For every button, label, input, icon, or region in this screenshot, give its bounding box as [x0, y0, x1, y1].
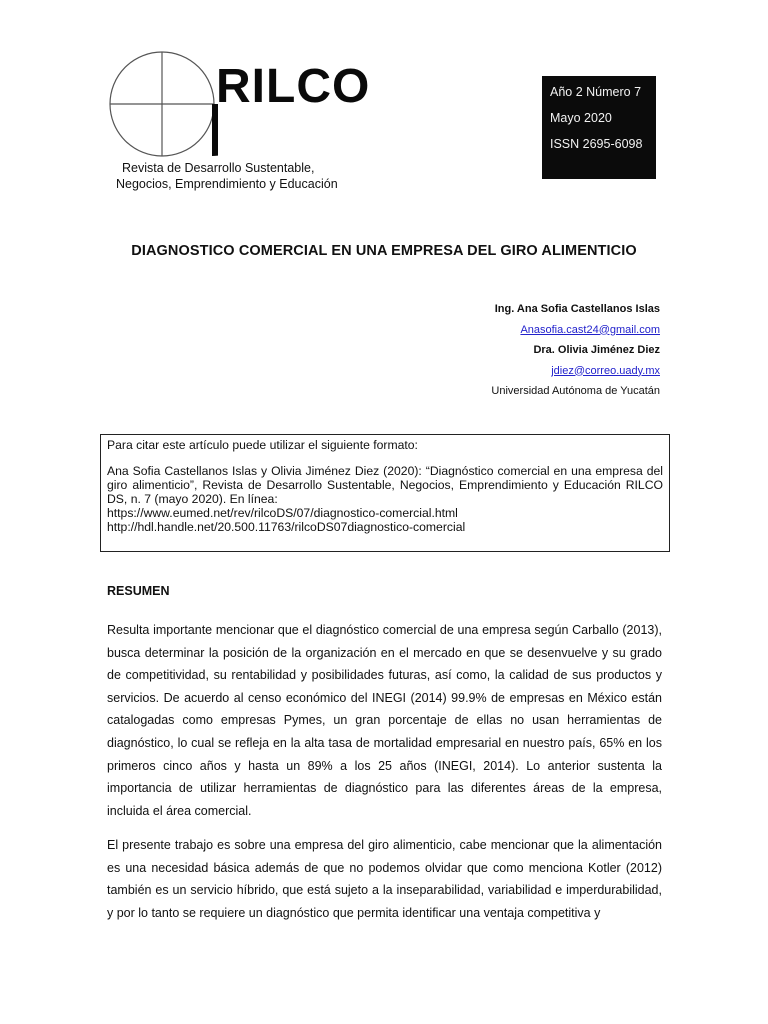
author-email-1[interactable]: Anasofia.cast24@gmail.com — [520, 323, 660, 336]
issue-date: Mayo 2020 — [550, 111, 612, 125]
author-affiliation: Universidad Autónoma de Yucatán — [491, 385, 660, 397]
journal-logo-text: RILCO — [216, 60, 371, 113]
issue-info-box — [542, 76, 656, 179]
author-block — [491, 301, 660, 404]
citation-url-2[interactable]: http://hdl.handle.net/20.500.11763/rilcoDS07diagnostico-comercial — [107, 520, 466, 534]
citation-reference: Ana Sofia Castellanos Islas y Olivia Jiménez Diez (2020): “Diagnóstico comercial en una empresa del giro alimenticio”, Revista de Desarrollo Sustentable, Negocios, Emprendimiento y Educación RILCO DS, n. 7 (mayo 2020). En línea: — [107, 464, 663, 506]
journal-subtitle — [116, 160, 338, 192]
citation-intro: Para citar este artículo puede utilizar el siguiente formato: — [107, 438, 418, 452]
journal-logo — [108, 50, 371, 195]
author-email-2[interactable]: jdiez@correo.uady.mx — [551, 364, 660, 377]
abstract-paragraph-1: Resulta importante mencionar que el diagnóstico comercial de una empresa según Carballo (2013), busca determinar la posición de la organización en el mercado en que se desenvuelve y su grado de competitividad, su rentabilidad y posibilidades futuras, así como, la calidad de sus productos y servicios. De acuerdo al censo económico del INEGI (2014) 99.9% de empresas en México están catalogadas como empresas Pymes, un gran porcentaje de ellas no usan herramientas de diagnóstico, lo cual se refleja en la alta tasa de mortalidad empresarial en nuestro país, 65% en los primeros cinco años y hasta un 89% a los 25 años (INEGI, 2014). Lo anterior sustenta la importancia de utilizar herramientas de diagnóstico para las diferentes áreas de la empresa, incluida el área comercial. — [107, 623, 662, 818]
citation-box — [100, 434, 670, 552]
author-name-1: Ing. Ana Sofia Castellanos Islas — [494, 303, 660, 315]
issue-issn: ISSN 2695-6098 — [550, 137, 643, 151]
journal-subtitle-line1: Revista de Desarrollo Sustentable, — [122, 161, 315, 175]
journal-subtitle-line2: Negocios, Emprendimiento y Educación — [116, 177, 338, 191]
issue-volume: Año 2 Número 7 — [550, 85, 642, 99]
logo-emblem-icon — [108, 50, 218, 160]
abstract-heading: RESUMEN — [107, 584, 170, 598]
abstract-paragraph-2: El presente trabajo es sobre una empresa del giro alimenticio, cabe mencionar que la alimentación es una necesidad básica además de que no podemos olvidar que como menciona Kotler (2012) también es un servicio híbrido, que está sujeto a la inseparabilidad, variabilidad e imperdurabilidad, y por lo tanto se requiere un diagnóstico que permita identificar una ventaja competitiva y — [107, 838, 662, 920]
citation-url-1[interactable]: https://www.eumed.net/rev/rilcoDS/07/diagnostico-comercial.html — [107, 506, 458, 520]
author-name-2: Dra. Olivia Jiménez Diez — [533, 344, 660, 356]
article-title: DIAGNOSTICO COMERCIAL EN UNA EMPRESA DEL GIRO ALIMENTICIO — [131, 243, 637, 259]
